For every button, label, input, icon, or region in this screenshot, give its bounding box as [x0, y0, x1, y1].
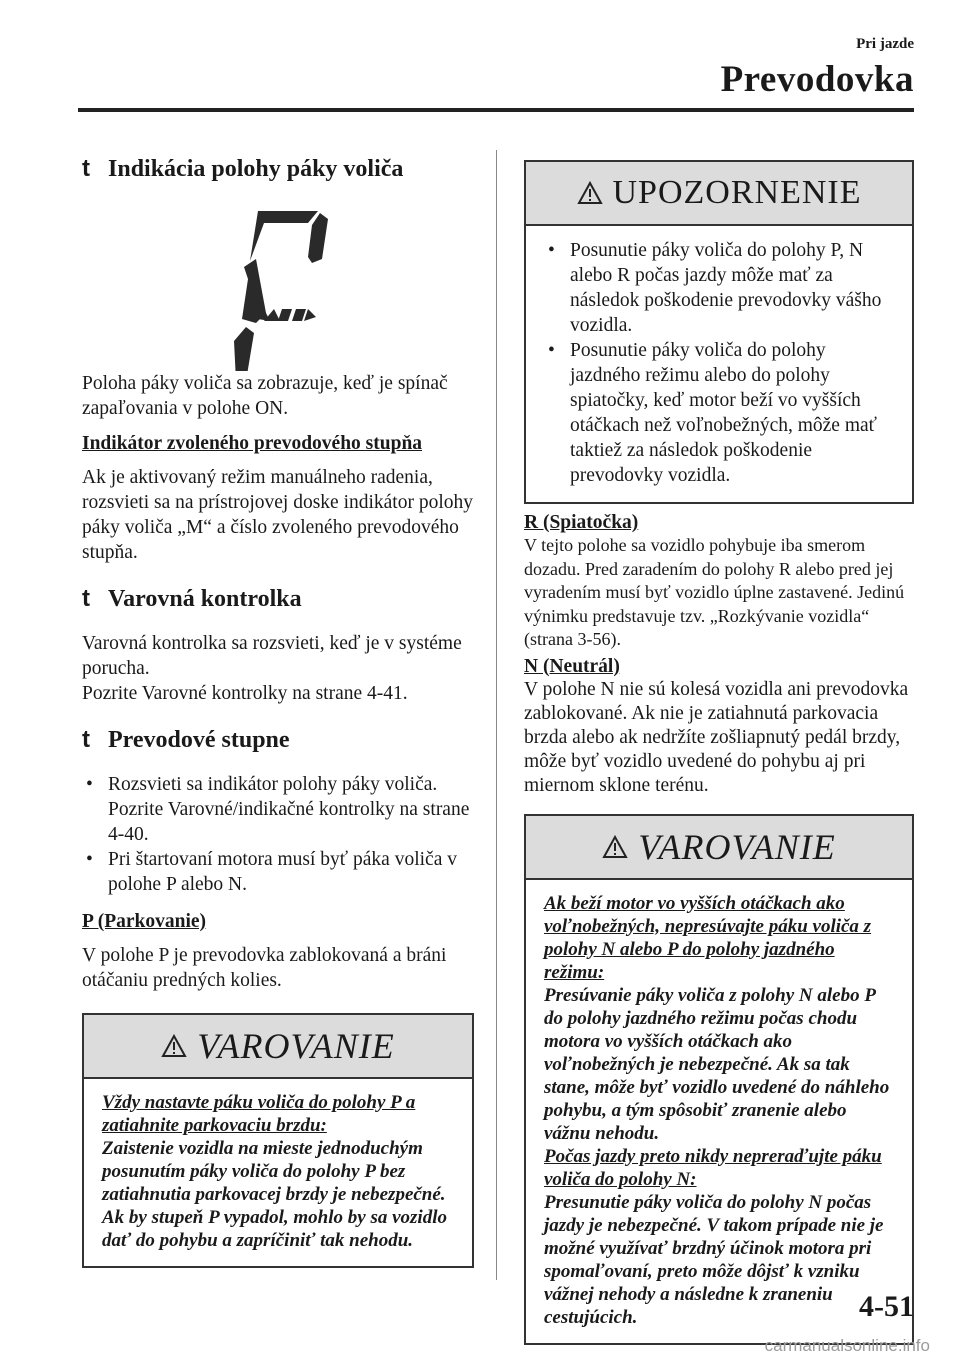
- indication-intro: Poloha páky voliča sa zobrazuje, keď je spínač zapaľovania v polohe ON.: [82, 373, 448, 419]
- shift-position-indicator: [82, 201, 474, 371]
- warning-title: VAROVANIE: [197, 1026, 395, 1066]
- reverse-body: V tejto polohe sa vozidlo pohybuje iba smerom dozadu. Pred zaradením do polohy R alebo pred jej vyradením musí byť vozidlo úplne zastavené. Jedinú výnimku predstavuje tzv. „Rozkývanie vozidla“ (strana 3-56).: [524, 535, 905, 649]
- section-title: Indikácia polohy páky voliča: [108, 156, 404, 182]
- warning-underlined: Počas jazdy preto nikdy neprerаďujte páku voliča do polohy N:: [544, 1145, 882, 1190]
- neutral-subhead: N (Neutrál): [524, 655, 620, 677]
- warning-header: [84, 1015, 472, 1079]
- section-marker: t: [82, 726, 90, 753]
- neutral-body: V polohe N nie sú kolesá vozidla ani prevodovka zablokované. Ak nie je zatiahnutá parkovacia brzda alebo ak nedržíte zošliapnutý pedál brzdy, môže byť vozidlo uvedené do pohybu aj pri miernom sklone terénu.: [524, 678, 909, 796]
- park-subhead: P (Parkovanie): [82, 911, 207, 932]
- warning-box-left: [82, 1013, 474, 1268]
- warning-light-body-2: Pozrite Varovné kontrolky na strane 4-41.: [82, 683, 408, 704]
- reverse-subhead: R (Spiatočka): [524, 512, 639, 533]
- warning-box-right: [524, 814, 914, 1345]
- warning-header: [526, 816, 912, 880]
- list-item: • Posunutie páky voliča do polohy jazdného režimu alebo do polohy spiatočky, keď motor beží vo vyšších otáčkach než voľnobežných, môže mať taktiež za následok poškodenie prevodovky vozidla.: [548, 340, 877, 486]
- warning-triangle-icon: [577, 181, 603, 205]
- chapter-label: Pri jazde: [856, 36, 914, 52]
- section-marker: t: [82, 585, 90, 612]
- warning-title: VAROVANIE: [638, 826, 836, 867]
- warning-triangle-icon: [161, 1034, 187, 1058]
- caution-box: [524, 160, 914, 504]
- indication-body: Ak je aktivovaný režim manuálneho radenia, rozsvieti sa na prístrojovej doske indikátor polohy páky voliča „M“ a číslo zvoleného prevodového stupňa.: [82, 467, 474, 563]
- page-number: 4-51: [859, 1290, 914, 1323]
- section-heading-gears: [82, 726, 474, 754]
- selected-gear-subhead: Indikátor zvoleného prevodového stupňa: [82, 433, 423, 454]
- section-heading-indication: [82, 155, 474, 183]
- warning-text: Zaistenie vozidla na mieste jednoduchým posunutím páky voliča do polohy P bez zatiahnutia parkovacej brzdy je nebezpečné. Ak by stupeň P vypadol, mohlo by sa vozidlo dať do pohybu a zapríčiniť tak nehodu.: [102, 1138, 447, 1251]
- caution-bullet-list: [544, 238, 894, 488]
- warning-body: [526, 880, 912, 1343]
- section-heading-warning-light: [82, 585, 474, 613]
- caution-title: UPOZORNENIE: [612, 174, 862, 211]
- warning-triangle-icon: [602, 835, 628, 859]
- list-item: • Posunutie páky voliča do polohy P, N alebo R počas jazdy môže mať za následok poškodenie prevodovky vášho vozidla.: [548, 240, 882, 336]
- warning-underlined: Vždy nastavte páku voliča do polohy P a zatiahnite parkovaciu brzdu:: [102, 1092, 416, 1136]
- caution-body: [526, 226, 912, 502]
- page-title: Prevodovka: [720, 59, 914, 100]
- warning-underlined: Ak beží motor vo vyšších otáčkach ako voľnobežných, nepresúvajte páku voliča z polohy N alebo P do polohy jazdného režimu:: [544, 892, 872, 983]
- section-title: Varovná kontrolka: [108, 586, 302, 612]
- header-rule: [78, 108, 914, 112]
- gears-bullet-list: [82, 772, 474, 897]
- warning-light-body-1: Varovná kontrolka sa rozsvieti, keď je v systéme porucha.: [82, 633, 462, 679]
- left-column: [82, 155, 474, 1268]
- section-title: Prevodové stupne: [108, 727, 290, 753]
- column-divider: [496, 150, 497, 1280]
- warning-text: Presunutie páky voliča do polohy N počas jazdy je nebezpečné. V takom prípade nie je možné využívať brzdný účinok motora pri spomaľovaní, preto môže dôjsť k vzniku vážnej nehody a následne k zraneniu cestujúcich.: [544, 1191, 884, 1328]
- warning-text: Presúvanie páky voliča z polohy N alebo P do polohy jazdného režimu počas chodu motora vo vyšších otáčkach ako voľnobežných je nebezpečné. Ak sa tak stane, môže byť vozidlo uvedené do náhleho pohybu, a tým spôsobiť zranenie alebo vážnu nehodu.: [544, 984, 890, 1144]
- warning-body: [84, 1079, 472, 1266]
- watermark-url: carmanualsonline.info: [764, 1336, 930, 1355]
- p-indicator-icon: [82, 201, 474, 371]
- section-marker: t: [82, 155, 90, 182]
- list-item: • Pri štartovaní motora musí byť páka voliča v polohe P alebo N.: [86, 849, 457, 895]
- park-body: V polohe P je prevodovka zablokovaná a bráni otáčaniu predných kolies.: [82, 945, 447, 991]
- right-column: [524, 160, 914, 1345]
- caution-header: [526, 162, 912, 226]
- list-item: • Rozsvieti sa indikátor polohy páky voliča. Pozrite Varovné/indikačné kontrolky na strane 4-40.: [86, 774, 470, 845]
